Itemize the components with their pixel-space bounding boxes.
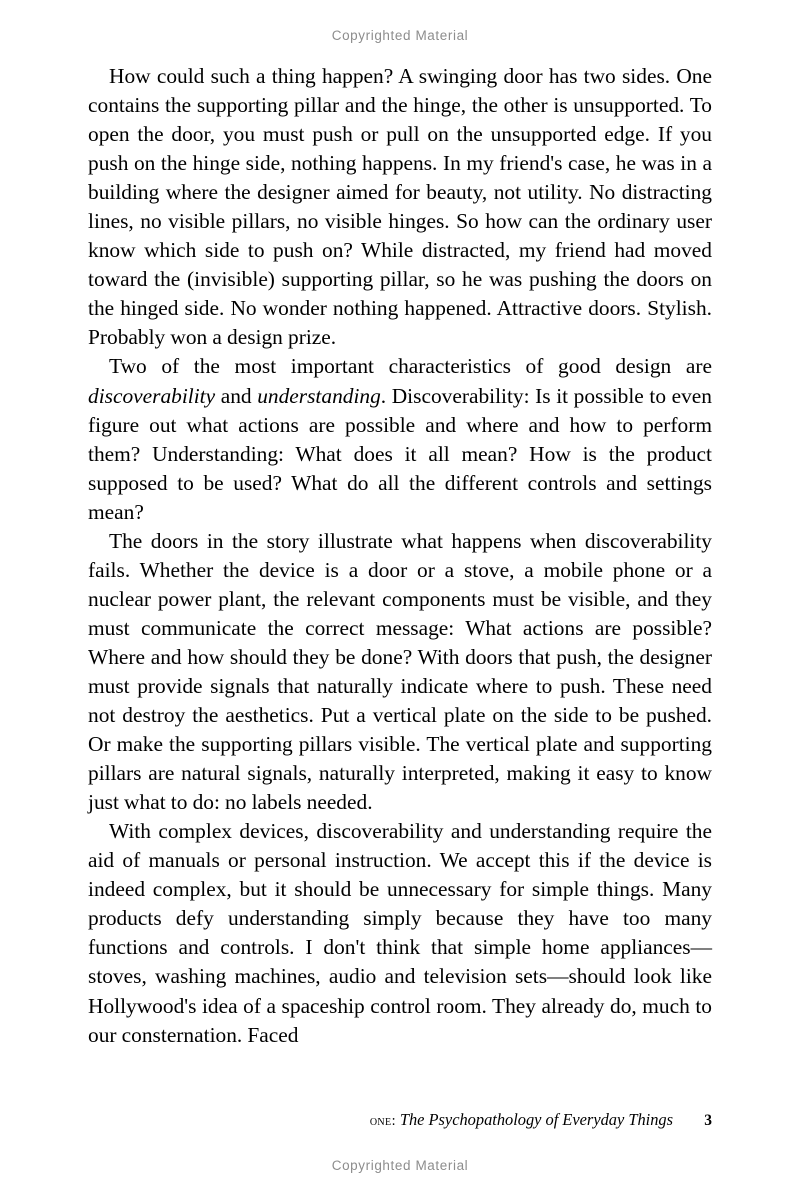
text-segment: . Discoverability: Is it possible to even figure out what actions are possible and where and how to perform them? Understanding: What does it all mean? How is the product supposed to be used? What do all the different controls and settings mean?	[88, 383, 712, 524]
paragraph: The doors in the story illustrate what happens when discoverability fails. Whether the device is a door or a stove, a mobile phone or a nuclear power plant, the relevant components must be visible, and they must communicate the correct message: What actions are possible? Where and how should they be done? With doors that push, the designer must provide signals that naturally indicate where to push. These need not destroy the aesthetics. Put a vertical plate on the side to be pushed. Or make the supporting pillars visible. The vertical plate and supporting pillars are natural signals, naturally interpreted, making it easy to know just what to do: no labels needed.	[88, 528, 712, 815]
paragraph: With complex devices, discoverability and understanding require the aid of manuals or personal instruction. We accept this if the device is indeed complex, but it should be unnecessary for simple things. Many products defy understanding simply because they have too many functions and controls. I don't think that simple home appliances—stoves, washing machines, audio and television sets—should look like Hollywood's idea of a spaceship control room. They already do, much to our consternation. Faced	[88, 819, 712, 1047]
paragraph: How could such a thing happen? A swinging door has two sides. One contains the supporting pillar and the hinge, the other is unsupported. To open the door, you must push or pull on the unsupported edge. If you push on the hinge side, nothing happens. In my friend's case, he was in a building where the designer aimed for beauty, not utility. No distracting lines, no visible pillars, no visible hinges. So how can the ordinary user know which side to push on? While distracted, my friend had moved toward the (invisible) supporting pillar, so he was pushing the doors on the hinged side. No wonder nothing happened. Attractive doors. Stylish. Probably won a design prize.	[88, 64, 712, 350]
text-segment: Two of the most important characteristics of good design are	[109, 354, 712, 379]
footer-section-title: The Psychopathology of Everyday Things	[399, 1110, 673, 1129]
body-text-block	[88, 62, 712, 1050]
watermark-bottom: Copyrighted Material	[331, 1158, 469, 1173]
emphasis-understanding: understanding	[257, 383, 381, 408]
watermark-top: Copyrighted Material	[331, 28, 469, 43]
emphasis-discoverability: discoverability	[88, 383, 216, 408]
running-foot	[88, 1110, 712, 1130]
page-number: 3	[704, 1112, 712, 1129]
text-segment: and	[215, 383, 258, 408]
paragraph	[88, 352, 712, 526]
footer-chapter-label: one:	[369, 1113, 400, 1129]
